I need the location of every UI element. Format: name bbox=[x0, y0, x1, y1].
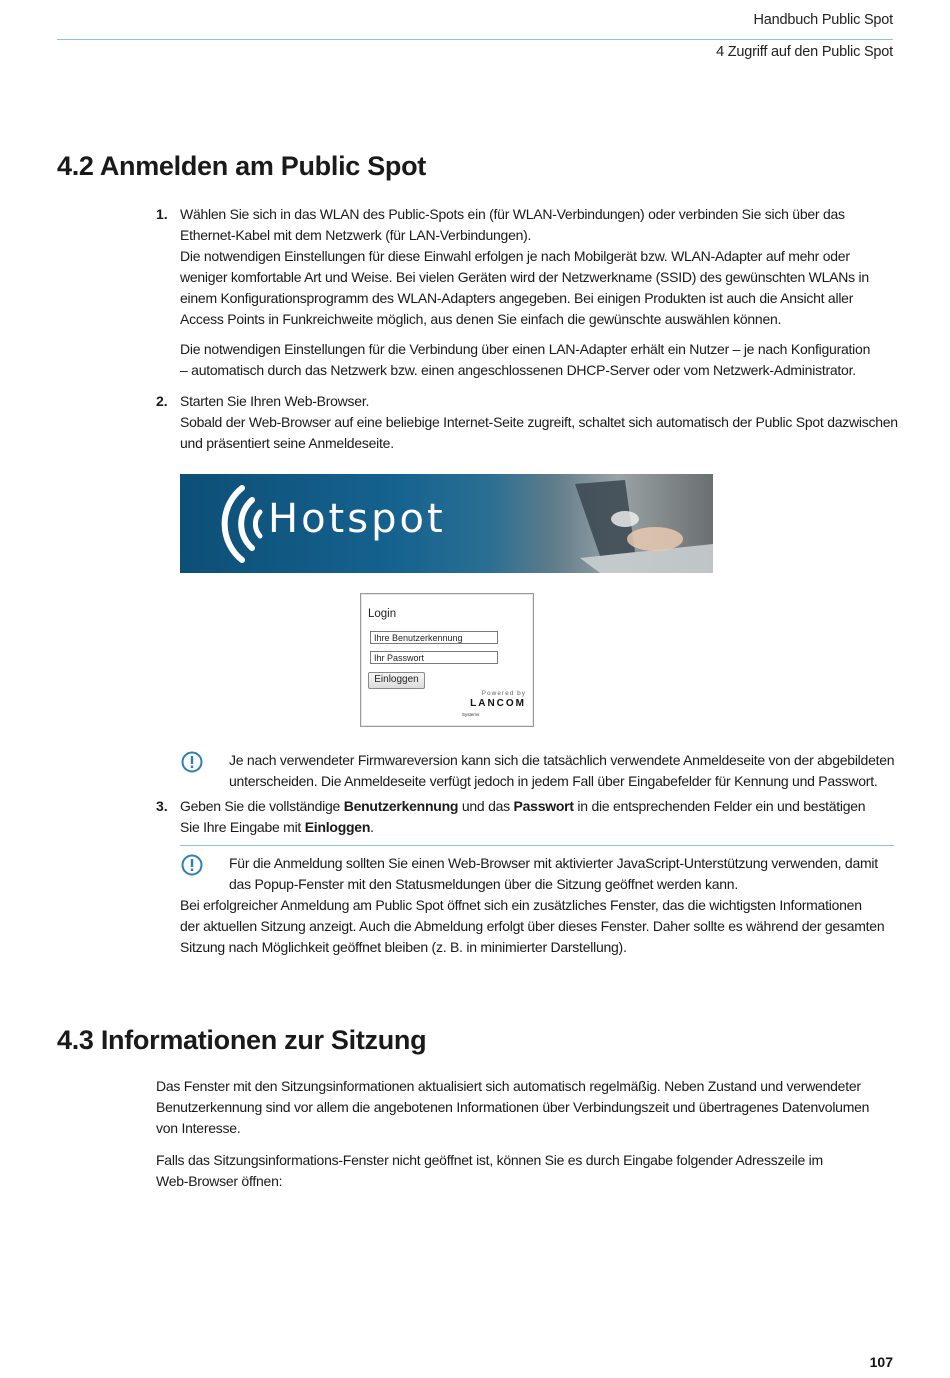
text-line: unterscheiden. Die Anmeldeseite verfügt jedoch in jedem Fall über Eingabefelder für Kennung und Passwort. bbox=[229, 773, 878, 789]
note-1-text bbox=[229, 750, 899, 792]
section-4-3-paragraph-2 bbox=[156, 1150, 900, 1192]
text-line: Ethernet-Kabel mit dem Netzwerk (für LAN-Verbindungen). bbox=[180, 227, 532, 243]
text-line bbox=[180, 796, 900, 817]
username-input[interactable]: Ihre Benutzerkennung bbox=[370, 631, 498, 644]
login-form bbox=[360, 593, 534, 727]
text-run: Sie Ihre Eingabe mit bbox=[180, 819, 305, 835]
text-line: Web-Browser öffnen: bbox=[156, 1173, 283, 1189]
text-line: Sobald der Web-Browser auf eine beliebige Internet-Seite zugreift, schaltet sich automatisch der Public Spot dazwischen bbox=[180, 414, 898, 430]
text-line: einem Konfigurationsprogramm des WLAN-Adapters angegeben. Bei einigen Produkten ist auch die Ansicht aller bbox=[180, 290, 854, 306]
header-rule bbox=[57, 39, 893, 40]
wifi-arc-inner bbox=[255, 512, 260, 536]
text-run: Geben Sie die vollständige bbox=[180, 798, 344, 814]
text-line: Bei erfolgreicher Anmeldung am Public Spot öffnet sich ein zusätzliches Fenster, das die wichtigsten Informationen bbox=[180, 897, 862, 913]
lancom-logo: LANCOM bbox=[470, 698, 526, 709]
password-input[interactable]: Ihr Passwort bbox=[370, 651, 498, 664]
step-1-lan-text bbox=[180, 339, 900, 381]
login-button[interactable]: Einloggen bbox=[368, 672, 425, 689]
section-4-3-paragraph-1 bbox=[156, 1076, 900, 1139]
text-line: Benutzerkennung sind vor allem die angebotenen Informationen über Verbindungszeit und übertragenes Datenvolumen bbox=[156, 1099, 870, 1115]
hotspot-banner bbox=[180, 474, 713, 573]
text-line: und präsentiert seine Anmeldeseite. bbox=[180, 435, 394, 451]
text-line: Sitzung nach Möglichkeit geöffnet bleiben (z. B. in minimierter Darstellung). bbox=[180, 939, 627, 955]
wifi-arc-middle bbox=[241, 500, 252, 548]
text-line: – automatisch durch das Netzwerk bzw. einen angeschlossenen DHCP-Server oder vom Netzwerk-Administrator. bbox=[180, 362, 856, 378]
banner-graphic bbox=[180, 474, 713, 573]
text-line bbox=[180, 817, 900, 838]
login-title: Login bbox=[368, 608, 397, 620]
text-line: Je nach verwendeter Firmwareversion kann sich die tatsächlich verwendete Anmeldeseite von der abgebildeten bbox=[229, 752, 895, 768]
note-2-text bbox=[229, 853, 899, 895]
note-rule bbox=[180, 845, 894, 846]
info-exclamation-icon bbox=[181, 751, 203, 773]
step-2-text bbox=[180, 391, 900, 454]
text-line: Die notwendigen Einstellungen für diese Einwahl erfolgen je nach Mobilgerät bzw. WLAN-Adapter auf mehr oder bbox=[180, 248, 850, 264]
text-line: Für die Anmeldung sollten Sie einen Web-Browser mit aktivierter JavaScript-Unterstützung verwenden, damit bbox=[229, 855, 878, 871]
powered-by-label: Powered by bbox=[481, 690, 526, 697]
hands-shape bbox=[627, 527, 683, 551]
section-title-4-3: 4.3 Informationen zur Sitzung bbox=[57, 1025, 427, 1055]
after-login-text bbox=[180, 895, 900, 958]
lancom-systems-label: Systems bbox=[462, 712, 480, 717]
text-line: weniger komfortable Art und Weise. Bei vielen Geräten wird der Netzwerkname (SSID) des gewünschten WLANs in bbox=[180, 269, 869, 285]
text-line: Wählen Sie sich in das WLAN des Public-Spots ein (für WLAN-Verbindungen) oder verbinden Sie sich über das bbox=[180, 206, 845, 222]
text-line: Falls das Sitzungsinformations-Fenster nicht geöffnet ist, können Sie es durch Eingabe folgender Adresszeile im bbox=[156, 1152, 823, 1168]
step-3-text bbox=[180, 796, 900, 838]
text-line: Starten Sie Ihren Web-Browser. bbox=[180, 393, 370, 409]
running-head-manual: Handbuch Public Spot bbox=[753, 12, 893, 28]
text-line: Access Points in Funkreichweite möglich, aus denen Sie einfach die gewünschte auswählen können. bbox=[180, 311, 782, 327]
step-number-2: 2. bbox=[156, 393, 168, 409]
step-number-1: 1. bbox=[156, 206, 168, 222]
text-line: das Popup-Fenster mit den Statusmeldungen über die Sitzung geöffnet werden kann. bbox=[229, 876, 738, 892]
text-run: in die entsprechenden Felder ein und bestätigen bbox=[573, 798, 866, 814]
text-line: Die notwendigen Einstellungen für die Verbindung über einen LAN-Adapter erhält ein Nutzer – je nach Konfiguration bbox=[180, 341, 871, 357]
step-number-3: 3. bbox=[156, 798, 168, 814]
bold-einloggen: Einloggen bbox=[304, 819, 371, 835]
banner-title: Hotspot bbox=[268, 496, 446, 542]
running-head-chapter: 4 Zugriff auf den Public Spot bbox=[716, 44, 893, 60]
text-line: der aktuellen Sitzung anzeigt. Auch die Abmeldung erfolgt über dieses Fenster. Daher sollte es während der gesamten bbox=[180, 918, 885, 934]
text-line: von Interesse. bbox=[156, 1120, 241, 1136]
info-exclamation-icon bbox=[181, 854, 203, 876]
text-run: . bbox=[370, 819, 374, 835]
page-number: 107 bbox=[869, 1354, 893, 1370]
text-line: Das Fenster mit den Sitzungsinformationen aktualisiert sich automatisch regelmäßig. Neben Zustand und verwendeter bbox=[156, 1078, 861, 1094]
step-1-text bbox=[180, 204, 900, 330]
bold-passwort: Passwort bbox=[513, 798, 574, 814]
text-run: und das bbox=[458, 798, 514, 814]
bold-benutzerkennung: Benutzerkennung bbox=[343, 798, 459, 814]
section-title-4-2: 4.2 Anmelden am Public Spot bbox=[57, 151, 426, 181]
coffee-cup-shape bbox=[611, 511, 639, 527]
